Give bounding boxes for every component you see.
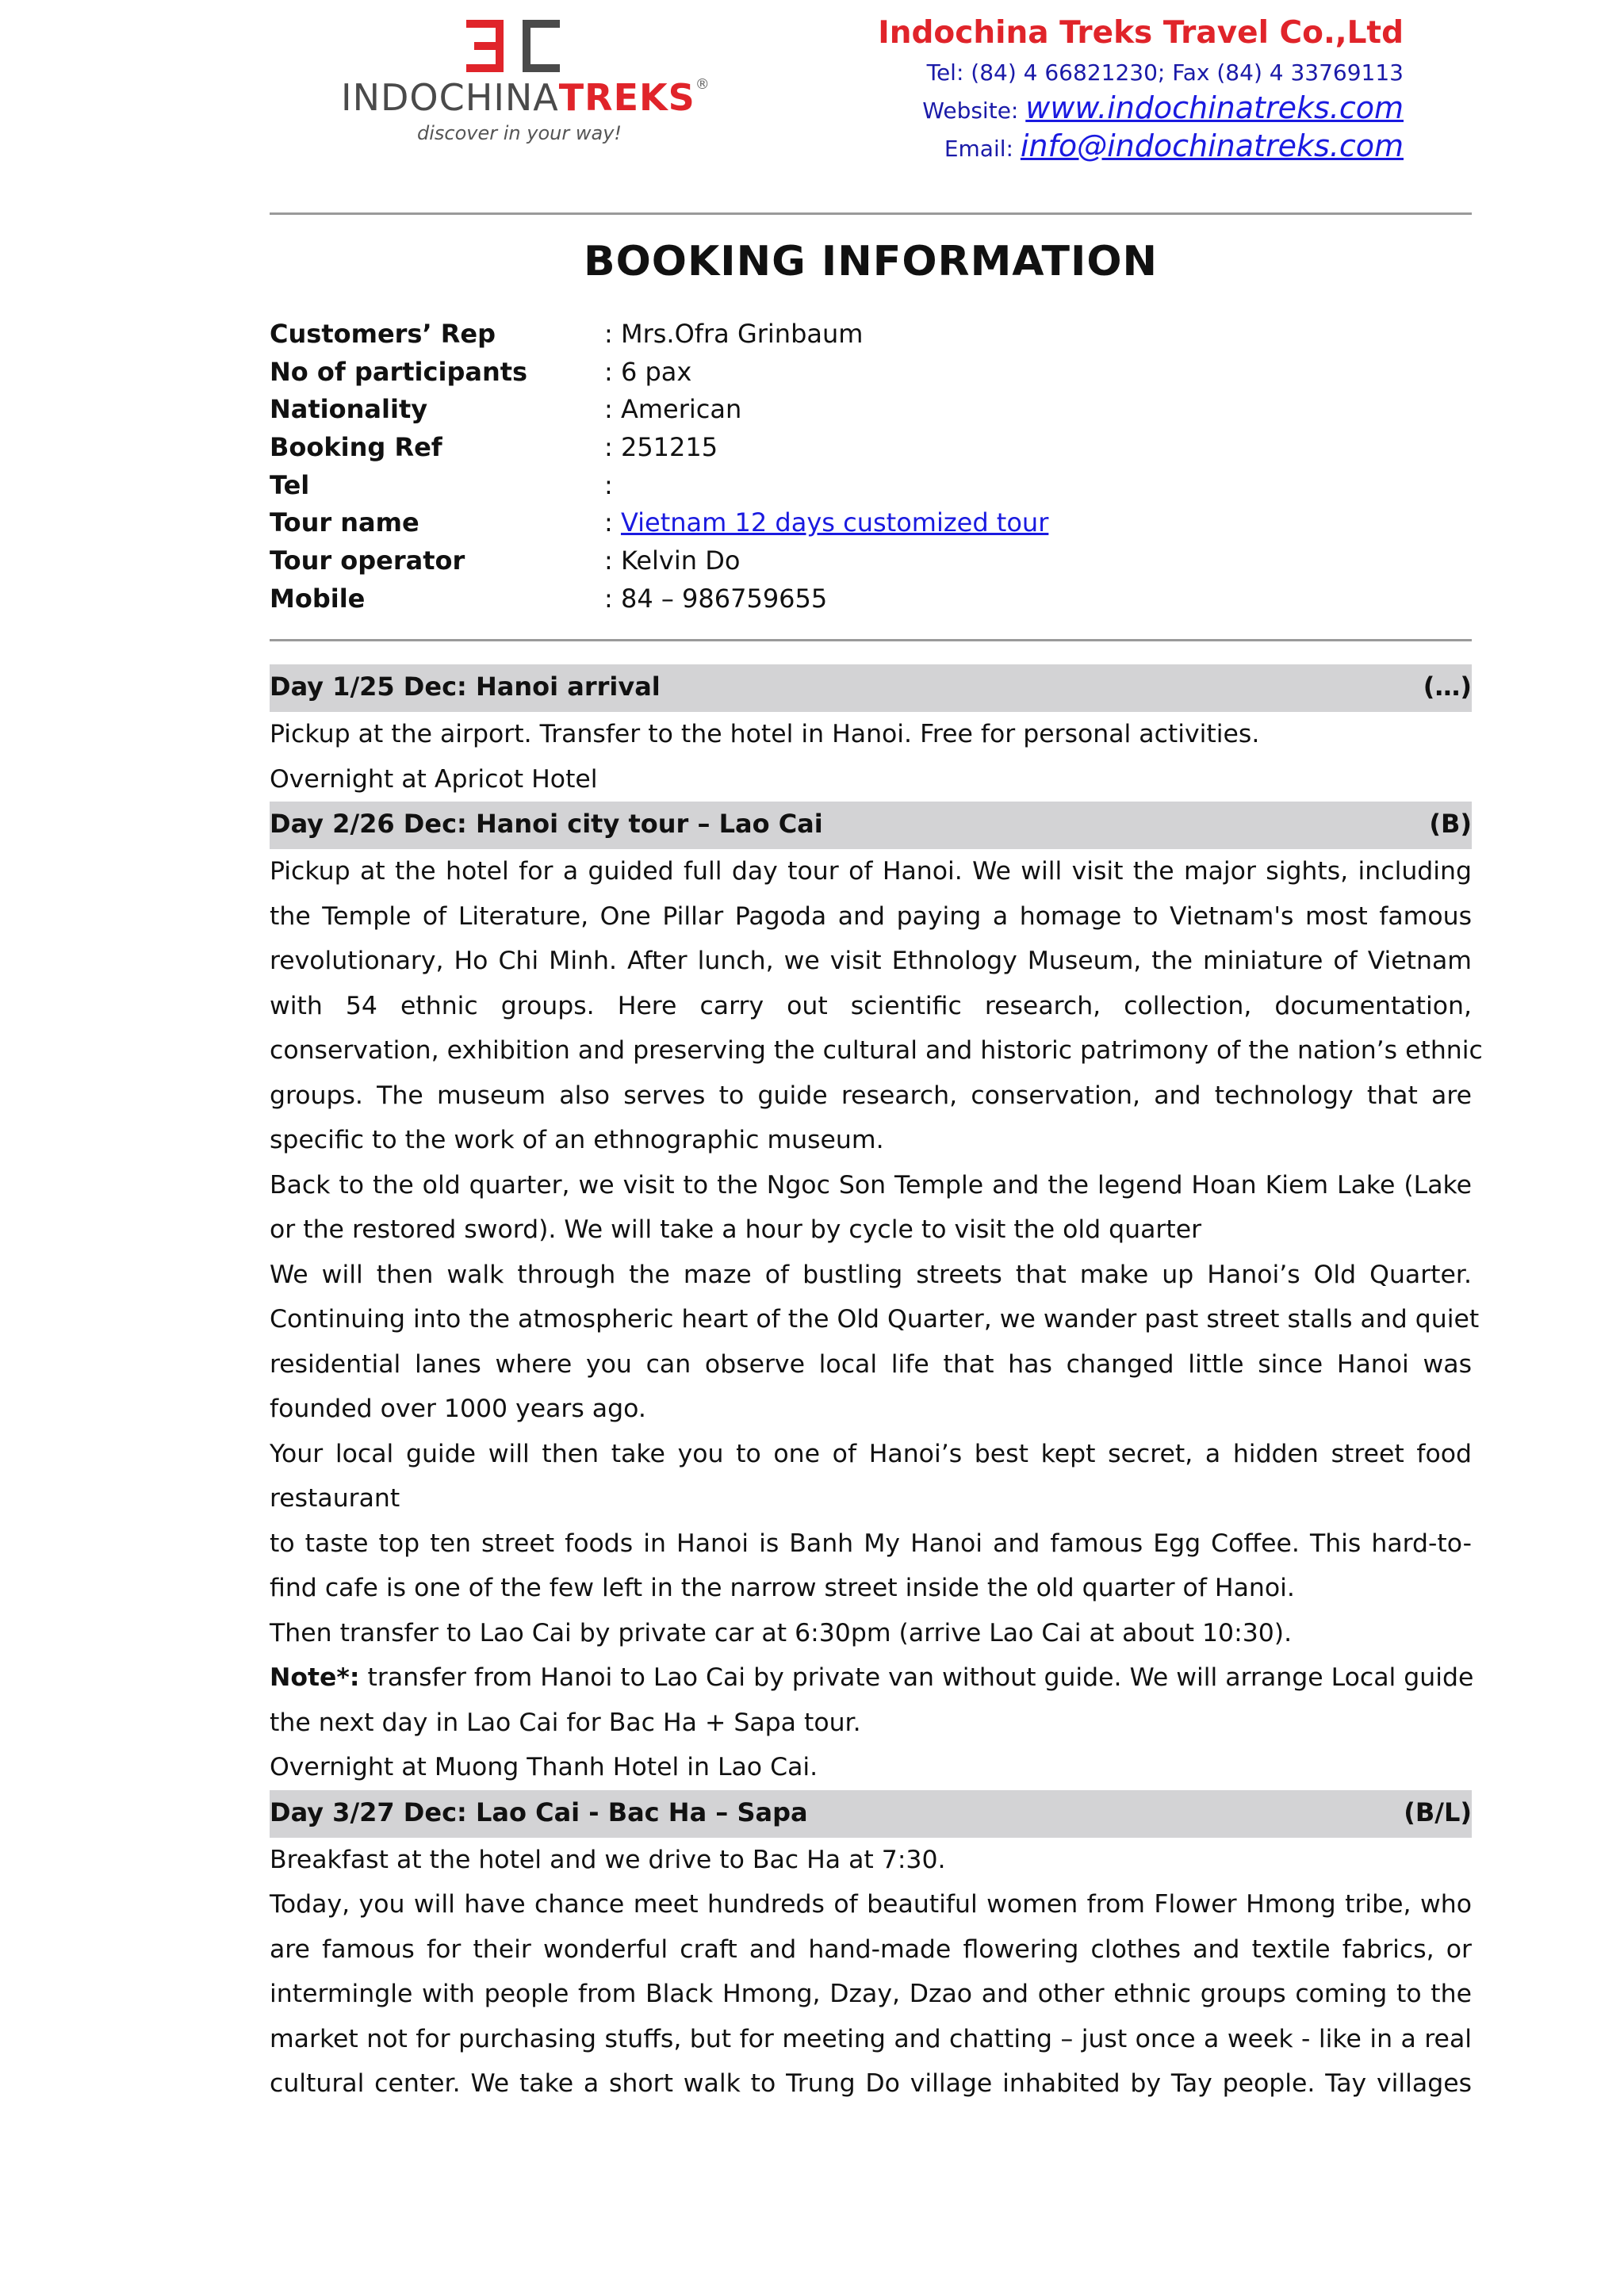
website-label: Website: (922, 98, 1026, 124)
line-text: specific to the work of an ethnographic museum. (270, 1126, 884, 1154)
paragraph-line (270, 2061, 1472, 2107)
day-header (270, 664, 1472, 712)
line-text: Pickup at the hotel for a guided full day tour of Hanoi. We will visit the major sights, including (270, 857, 1472, 886)
line-text: the Temple of Literature, One Pillar Pagoda and paying a homage to Vietnam's most famous (270, 901, 1472, 931)
line-text: founded over 1000 years ago. (270, 1395, 646, 1423)
company-email-row (878, 128, 1404, 166)
note-label: Note*: (270, 1663, 360, 1692)
paragraph-line (270, 1342, 1472, 1387)
paragraph-line (270, 1476, 1472, 1521)
day-title: Day 3/27 Dec: Lao Cai - Bac Ha – Sapa (270, 1797, 808, 1827)
line-text: Pickup at the airport. Transfer to the hotel in Hanoi. Free for personal activities. (270, 720, 1260, 748)
info-row-booking-ref: Booking Ref : 251215 (270, 432, 718, 463)
day-meals: (…) (1423, 672, 1472, 702)
info-row-tel: Tel : (270, 469, 613, 500)
paragraph-line (270, 1163, 1472, 1208)
line-text: revolutionary, Ho Chi Minh. After lunch, we visit Ethnology Museum, the miniature of Vietnam (270, 947, 1472, 975)
paragraph-line (270, 757, 1472, 802)
logo-mark-icon (460, 17, 571, 75)
day-title: Day 2/26 Dec: Hanoi city tour – Lao Cai (270, 809, 823, 839)
booking-info-table (270, 316, 1472, 618)
paragraph-line (270, 1972, 1472, 2017)
paragraph-line (270, 1838, 1472, 1883)
header-divider (270, 212, 1472, 215)
email-link[interactable]: info@indochinatreks.com (1020, 128, 1404, 163)
paragraph-line (270, 1611, 1472, 1656)
paragraph-line (270, 1387, 1472, 1432)
day-title: Day 1/25 Dec: Hanoi arrival (270, 672, 661, 702)
company-phone: Tel: (84) 4 66821230; Fax (84) 4 33769113 (926, 59, 1404, 86)
line-text: or the restored sword). We will take a hour by cycle to visit the old quarter (270, 1215, 1202, 1244)
paragraph-line (270, 712, 1472, 757)
day-meals: (B/L) (1404, 1797, 1472, 1827)
paragraph-line (270, 1073, 1472, 1119)
paragraph-line (270, 1028, 1483, 1073)
line-text: residential lanes where you can observe local life that has changed little since Hanoi was (270, 1349, 1472, 1379)
line-text: We will then walk through the maze of bustling streets that make up Hanoi’s Old Quarter. (270, 1260, 1472, 1289)
day-header (270, 1790, 1472, 1838)
line-text: Your local guide will then take you to one of Hanoi’s best kept secret, a hidden street food (270, 1439, 1472, 1468)
paragraph-line (270, 984, 1472, 1029)
line-text: Breakfast at the hotel and we drive to Bac Ha at 7:30. (270, 1845, 946, 1874)
line-text: groups. The museum also serves to guide research, conservation, and technology that are (270, 1081, 1472, 1110)
paragraph-line (270, 939, 1472, 984)
paragraph-line (270, 1566, 1472, 1611)
email-label: Email: (944, 136, 1021, 162)
company-contact (878, 11, 1404, 166)
paragraph-line (270, 1521, 1472, 1567)
paragraph-line (270, 1432, 1472, 1477)
paragraph-line (270, 1701, 1472, 1746)
paragraph-line (270, 1927, 1472, 1973)
logo-slogan: discover in your way! (417, 122, 622, 144)
line-text: Today, you will have chance meet hundreds of beautiful women from Flower Hmong tribe, who (270, 1890, 1472, 1919)
paragraph-line (270, 1253, 1472, 1298)
line-text: Continuing into the atmospheric heart of the Old Quarter, we wander past street stalls and quiet (270, 1305, 1480, 1334)
line-text: Then transfer to Lao Cai by private car at 6:30pm (arrive Lao Cai at about 10:30). (270, 1618, 1293, 1647)
itinerary (270, 664, 1483, 2107)
line-text: with 54 ethnic groups. Here carry out scientific research, collection, documentation, (270, 991, 1472, 1020)
day-meals: (B) (1429, 809, 1472, 839)
info-row-mobile: Mobile : 84 – 986759655 (270, 583, 828, 614)
paragraph-line (270, 1118, 1472, 1163)
line-text: Back to the old quarter, we visit to the Ngoc Son Temple and the legend Hoan Kiem Lake (Lake (270, 1170, 1472, 1200)
paragraph-line (270, 1655, 1472, 1701)
info-row-tour-name: Tour name : Vietnam 12 days customized tour (270, 507, 1049, 538)
line-text: intermingle with people from Black Hmong, Dzay, Dzao and other ethnic groups coming to the (270, 1980, 1472, 2008)
paragraph-line (270, 894, 1472, 939)
day-header (270, 802, 1472, 849)
paragraph-line (270, 1297, 1480, 1342)
line-text: Overnight at Muong Thanh Hotel in Lao Cai. (270, 1753, 818, 1781)
page-title: BOOKING INFORMATION (583, 238, 1159, 285)
info-row-customers-rep: Customers’ Rep : Mrs.Ofra Grinbaum (270, 319, 864, 349)
info-divider (270, 639, 1472, 641)
line-text: the next day in Lao Cai for Bac Ha + Sapa tour. (270, 1708, 861, 1737)
line-text: market not for purchasing stuffs, but for meeting and chatting – just once a week - like in a real (270, 2024, 1472, 2053)
website-link[interactable]: www.indochinatreks.com (1025, 90, 1404, 125)
paragraph-line (270, 1745, 1472, 1790)
line-text: cultural center. We take a short walk to Trung Do village inhabited by Tay people. Tay villages (270, 2069, 1472, 2098)
line-text: find cafe is one of the few left in the narrow street inside the old quarter of Hanoi. (270, 1574, 1295, 1602)
info-row-participants: No of participants : 6 pax (270, 356, 692, 387)
paragraph-line (270, 1207, 1472, 1253)
line-text: to taste top ten street foods in Hanoi is Banh My Hanoi and famous Egg Coffee. This hard-to- (270, 1529, 1472, 1558)
company-website-row (878, 90, 1404, 128)
company-logo (341, 17, 761, 144)
tour-name-link[interactable]: Vietnam 12 days customized tour (620, 507, 1049, 538)
logo-wordmark: INDOCHINATREKS® (341, 76, 710, 119)
company-name: Indochina Treks Travel Co.,Ltd (878, 15, 1404, 51)
paragraph-line (270, 1882, 1472, 1927)
info-row-nationality: Nationality : American (270, 394, 742, 425)
line-text: are famous for their wonderful craft and hand-made flowering clothes and textile fabrics, or (270, 1934, 1472, 1964)
paragraph-line (270, 849, 1472, 894)
paragraph-line (270, 2017, 1472, 2062)
info-row-tour-operator: Tour operator : Kelvin Do (270, 545, 741, 576)
line-text: Overnight at Apricot Hotel (270, 764, 598, 794)
line-text: transfer from Hanoi to Lao Cai by private van without guide. We will arrange Local guide (359, 1663, 1474, 1692)
line-text: restaurant (270, 1484, 400, 1513)
line-text: conservation, exhibition and preserving the cultural and historic patrimony of the nation’s ethnic (270, 1036, 1483, 1065)
